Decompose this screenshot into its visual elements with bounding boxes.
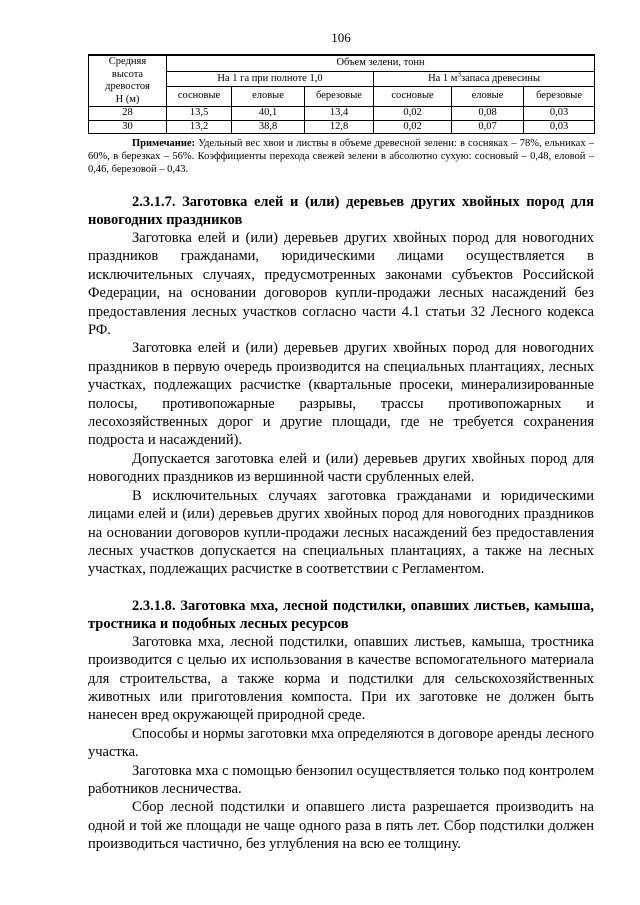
table-cell: 13,2	[167, 120, 232, 134]
note-text: Удельный вес хвои и листвы в объеме древесной зелени: в сосняках – 78%, ельниках – 60%, в березках – 56%. Коэффициенты перехода свежей зелени в абсолютно сухую: сосновый – 0,48, еловой – 0,46, березовой – 0,43.	[88, 138, 594, 175]
table-cell: 0,07	[452, 120, 524, 134]
paragraph: Заготовка мха с помощью бензопил осуществляется только под контролем работников лесничества.	[88, 762, 594, 797]
document-page	[88, 30, 594, 854]
paragraph: В исключительных случаях заготовка гражданами и юридическими лицами елей и (или) деревьев других хвойных пород для новогодних праздников на основании договоров купли-продажи лесных насаждений без предоставления лесных участков допускается на специальных плантациях, а также на лесных участках, подлежащих расчистке в соответствии с Регламентом.	[88, 487, 594, 578]
species-header: еловые	[232, 87, 305, 107]
table-cell: 13,5	[167, 107, 232, 121]
paragraph: Допускается заготовка елей и (или) деревьев других хвойных пород для новогодних праздников из вершинной части срубленных елей.	[88, 450, 594, 486]
table-cell: 28	[89, 107, 167, 121]
paragraph: Заготовка елей и (или) деревьев других хвойных пород для новогодних праздников гражданами, юридическими лицами осуществляется в исключительных случаях, предусмотренных законами субъектов Российской Федерации, на основании договоров купли-продажи лесных насаждений без предоставления лесных участков согласно части 4.1 статьи 32 Лесного кодекса РФ.	[88, 230, 594, 339]
col-height-header: Средняя высота древостоя Н (м)	[89, 55, 167, 107]
species-header: еловые	[452, 87, 524, 107]
table-cell: 0,02	[374, 107, 452, 121]
species-header: березовые	[305, 87, 374, 107]
table-cell: 30	[89, 120, 167, 134]
species-header: березовые	[524, 87, 595, 107]
table-cell: 0,02	[374, 120, 452, 134]
subheader-per-hectare: На 1 га при полноте 1,0	[167, 71, 374, 86]
paragraph: Заготовка мха, лесной подстилки, опавших листьев, камыша, тростника производится с целью их использования в качестве вспомогательного материала для строительства, а также корма и подстилки для сельскохозяйственных животных или приготовления компоста. При их заготовке не должен быть нанесен вред окружающей природной среде.	[88, 633, 594, 724]
table-cell: 13,4	[305, 107, 374, 121]
table-row	[89, 107, 595, 121]
paragraph: Заготовка елей и (или) деревьев других хвойных пород для новогодних праздников в первую очередь производится на специальных плантациях, лесных участках, подлежащих расчистке (квартальные просеки, минерализированные полосы, противопожарные разрывы, трассы противопожарных и лесохозяйственных дорог и другие площади, где не требуется сохранения подроста и насаждений).	[88, 340, 594, 449]
table-note	[88, 137, 594, 176]
table-cell: 12,8	[305, 120, 374, 134]
group-header: Объем зелени, тонн	[167, 55, 595, 71]
table-cell: 0,03	[524, 120, 595, 134]
table-cell: 38,8	[232, 120, 305, 134]
paragraph: Способы и нормы заготовки мха определяются в договоре аренды лесного участка.	[88, 725, 594, 761]
table-row	[89, 120, 595, 134]
paragraph: Сбор лесной подстилки и опавшего листа разрешается производить на одной и той же площади не чаще одного раза в пять лет. Сбор подстилки должен производиться частично, без углубления на всю ее толщину.	[88, 799, 594, 853]
table-cell: 0,03	[524, 107, 595, 121]
section-heading: 2.3.1.7. Заготовка елей и (или) деревьев других хвойных пород для новогодних праздников	[88, 194, 594, 228]
species-header: сосновые	[167, 87, 232, 107]
table-cell: 0,08	[452, 107, 524, 121]
note-label: Примечание:	[132, 138, 196, 149]
section-heading: 2.3.1.8. Заготовка мха, лесной подстилки, опавших листьев, камыша, тростника и подобных лесных ресурсов	[88, 597, 594, 632]
table-cell: 40,1	[232, 107, 305, 121]
page-number: 106	[331, 30, 351, 45]
species-header: сосновые	[374, 87, 452, 107]
subheader-per-cubic-meter: На 1 $м^3запаса$ древесины	[374, 71, 595, 86]
green-volume-table	[88, 54, 595, 134]
